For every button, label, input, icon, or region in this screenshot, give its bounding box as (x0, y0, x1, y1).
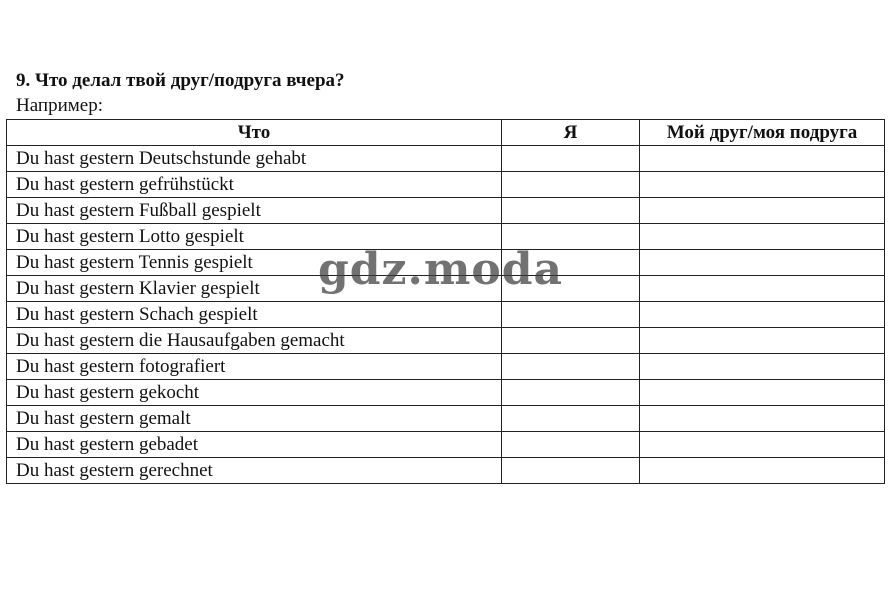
friend-answer-cell[interactable] (640, 380, 885, 406)
table-row (7, 224, 885, 250)
friend-answer-cell[interactable] (640, 224, 885, 250)
me-answer-cell[interactable] (502, 328, 640, 354)
table-row (7, 458, 885, 484)
table-row (7, 276, 885, 302)
friend-answer-cell[interactable] (640, 198, 885, 224)
activity-cell: Du hast gestern gebadet (7, 432, 502, 458)
me-answer-cell[interactable] (502, 458, 640, 484)
activity-cell: Du hast gestern Deutschstunde gehabt (7, 146, 502, 172)
example-label: Например: (16, 95, 103, 116)
me-answer-cell[interactable] (502, 406, 640, 432)
me-answer-cell[interactable] (502, 198, 640, 224)
activity-cell: Du hast gestern gekocht (7, 380, 502, 406)
me-answer-cell[interactable] (502, 172, 640, 198)
table-row (7, 250, 885, 276)
table-row (7, 432, 885, 458)
activity-table (6, 119, 885, 484)
activity-cell: Du hast gestern Klavier gespielt (7, 276, 502, 302)
activity-cell: Du hast gestern gemalt (7, 406, 502, 432)
me-answer-cell[interactable] (502, 146, 640, 172)
friend-answer-cell[interactable] (640, 146, 885, 172)
friend-answer-cell[interactable] (640, 172, 885, 198)
friend-answer-cell[interactable] (640, 328, 885, 354)
activity-cell: Du hast gestern die Hausaufgaben gemacht (7, 328, 502, 354)
friend-answer-cell[interactable] (640, 354, 885, 380)
table-row (7, 406, 885, 432)
me-answer-cell[interactable] (502, 250, 640, 276)
table-row (7, 380, 885, 406)
friend-answer-cell[interactable] (640, 250, 885, 276)
friend-answer-cell[interactable] (640, 276, 885, 302)
activity-cell: Du hast gestern fotografiert (7, 354, 502, 380)
table-row (7, 328, 885, 354)
activity-cell: Du hast gestern Lotto gespielt (7, 224, 502, 250)
table-row (7, 172, 885, 198)
me-answer-cell[interactable] (502, 354, 640, 380)
column-header-me: Я (502, 120, 640, 146)
table-header-row (7, 120, 885, 146)
activity-cell: Du hast gestern gerechnet (7, 458, 502, 484)
me-answer-cell[interactable] (502, 276, 640, 302)
friend-answer-cell[interactable] (640, 302, 885, 328)
table-row (7, 198, 885, 224)
me-answer-cell[interactable] (502, 380, 640, 406)
friend-answer-cell[interactable] (640, 458, 885, 484)
task-title: 9. Что делал твой друг/подруга вчера? (16, 70, 345, 91)
activity-cell: Du hast gestern Tennis gespielt (7, 250, 502, 276)
column-header-what: Что (7, 120, 502, 146)
me-answer-cell[interactable] (502, 302, 640, 328)
me-answer-cell[interactable] (502, 432, 640, 458)
activity-cell: Du hast gestern gefrühstückt (7, 172, 502, 198)
friend-answer-cell[interactable] (640, 406, 885, 432)
table-row (7, 302, 885, 328)
watermark-logo: gdz.moda (318, 244, 564, 295)
column-header-friend: Мой друг/моя подруга (640, 120, 885, 146)
me-answer-cell[interactable] (502, 224, 640, 250)
table-row (7, 354, 885, 380)
activity-cell: Du hast gestern Schach gespielt (7, 302, 502, 328)
table-row (7, 146, 885, 172)
activity-cell: Du hast gestern Fußball gespielt (7, 198, 502, 224)
friend-answer-cell[interactable] (640, 432, 885, 458)
